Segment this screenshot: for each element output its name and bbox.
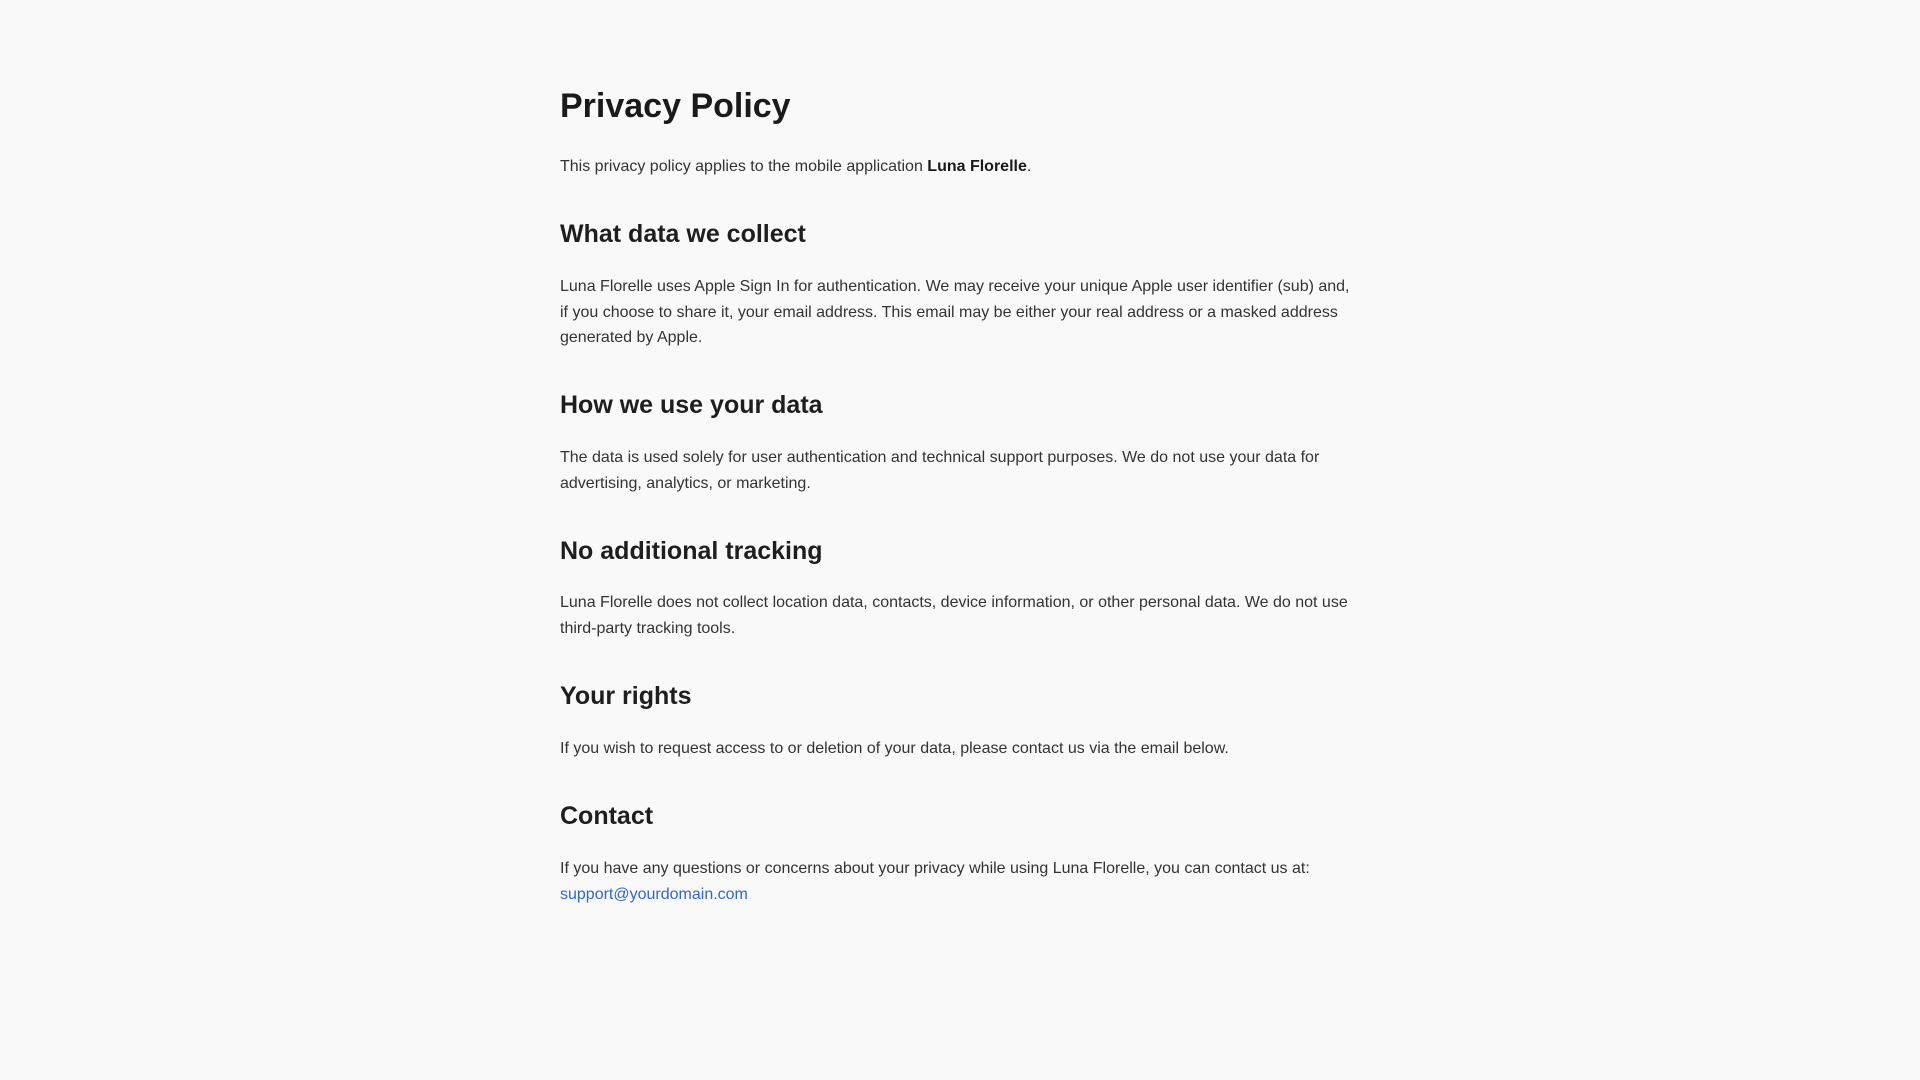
section-heading-contact: Contact xyxy=(560,802,654,830)
section-body-tracking: Luna Florelle does not collect location data, contacts, device information, or other personal data. We do not use third-party tracking tools. xyxy=(560,594,1348,637)
section-body-rights: If you wish to request access to or deletion of your data, please contact us via the email below. xyxy=(560,740,1229,757)
intro-paragraph xyxy=(560,154,1360,180)
section-body-contact xyxy=(560,856,1360,907)
section-heading-rights: Your rights xyxy=(560,682,692,710)
app-name: Luna Florelle xyxy=(927,158,1027,175)
section-heading-data-use: How we use your data xyxy=(560,391,823,419)
section-heading-data-collected: What data we collect xyxy=(560,220,806,248)
section-body-data-use: The data is used solely for user authentication and technical support purposes. We do not use your data for advertising, analytics, or marketing. xyxy=(560,449,1320,492)
section-body-data-collected: Luna Florelle uses Apple Sign In for authentication. We may receive your unique Apple user identifier (sub) and, if you choose to share it, your email address. This email may be either your real address or a masked address generated by Apple. xyxy=(560,278,1350,346)
contact-email-link[interactable]: support@yourdomain.com xyxy=(560,885,748,903)
section-heading-tracking: No additional tracking xyxy=(560,537,823,565)
intro-text: This privacy policy applies to the mobile application xyxy=(560,158,928,175)
page-title: Privacy Policy xyxy=(560,87,791,125)
contact-text: If you have any questions or concerns about your privacy while using Luna Florelle, you can contact us at: xyxy=(560,860,1310,877)
intro-text-end: . xyxy=(1026,158,1032,175)
